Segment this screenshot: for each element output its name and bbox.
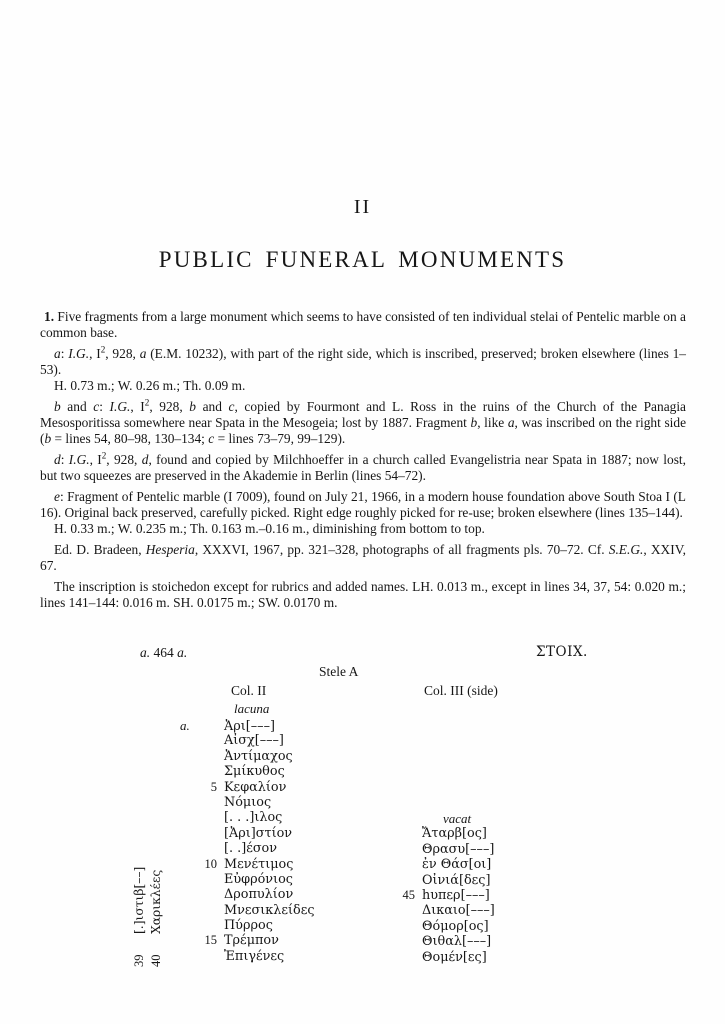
- fragment-marker: a.: [180, 718, 190, 733]
- vacat-label: vacat: [443, 811, 472, 826]
- greek-name: Νόμιος: [224, 794, 272, 810]
- col2-row: [180, 857, 315, 872]
- col2-header: Col. II: [231, 683, 267, 698]
- greek-name: Θρασυ[–––]: [422, 841, 495, 857]
- column-2-names: [180, 718, 315, 964]
- line-number: 45: [402, 887, 415, 902]
- greek-name: [. . .]ιλος: [224, 810, 283, 826]
- greek-name: Μενέτιμος: [224, 856, 294, 872]
- greek-name: Ἐπιγένες: [224, 948, 285, 964]
- greek-name: Σμίκυθος: [224, 764, 285, 780]
- line-number: 5: [210, 779, 217, 794]
- col3-row: [398, 888, 495, 903]
- col2-row: [180, 841, 315, 856]
- fragment-bc-description: b and c: I.G., $I^2$, 928, b and c, copied by Fourmont and L. Ross in the ruins of the Church of the Panagia Mesosporitissa somewhere near Spata in the Mesogeia; lost by 1887. Fragment b, like a, was inscribed on the right side (b = lines 54, 80–98, 130–134; c = lines 73–79, 99–129).: [40, 397, 687, 446]
- greek-name: [Ἀρι]στίον: [224, 825, 293, 841]
- col2-row: [180, 933, 315, 948]
- greek-name: Θιθαλ[–––]: [422, 934, 492, 950]
- col3-row: [398, 857, 495, 872]
- fragment-d-description: d: I.G., $I^2$, 928, d, found and copied by Milchhoeffer in a church called Evangelistria near Spata in 1887; now lost, but two squeezes are preserved in the Akademie in Berlin (lines 54–72).: [40, 450, 687, 483]
- edition-reference: Ed. D. Bradeen, Hesperia, XXXVI, 1967, pp. 321–328, photographs of all fragments pls. 70–72. Cf. S.E.G., XXIV, 67.: [40, 542, 686, 573]
- col3-row: [398, 950, 495, 965]
- greek-name: Κεφαλίον: [224, 779, 287, 795]
- body-text: [40, 309, 686, 611]
- col2-row: [180, 918, 315, 933]
- marginal-name-39: [.]ιστιβ[––]: [132, 866, 146, 934]
- page-title: PUBLIC FUNERAL MONUMENTS: [158, 247, 567, 272]
- greek-name: Ἀντίμαχος: [224, 748, 293, 764]
- greek-name: Πύρρος: [224, 918, 273, 934]
- greek-name: Εὐφρόνιος: [224, 871, 293, 887]
- greek-name: Θομέν[ες]: [422, 949, 487, 965]
- line-number: 15: [204, 933, 217, 948]
- fragment-a-description: a: I.G., $I^2$, 928, a (E.M. 10232), with part of the right side, which is inscribed, preserved; broken elsewhere (lines 1–53).: [40, 344, 687, 377]
- col2-row: [180, 887, 315, 902]
- col3-row: [398, 826, 495, 841]
- greek-name: Τρέμπον: [224, 933, 279, 949]
- marginal-line-number-40: 40: [149, 954, 163, 967]
- col2-row: [180, 749, 315, 764]
- line-number: 10: [204, 856, 217, 871]
- col3-row: [398, 811, 495, 826]
- col2-row: [180, 780, 315, 795]
- stele-heading: Stele A: [319, 664, 359, 679]
- fragment-a-dimensions: H. 0.73 m.; W. 0.26 m.; Th. 0.09 m.: [54, 378, 246, 393]
- intro-paragraph: 1. Five fragments from a large monument which seems to have consisted of ten individual stelai of Pentelic marble on a common base.: [40, 309, 686, 340]
- col3-row: [398, 903, 495, 918]
- marginal-name-40: Χαρικλέες: [149, 869, 163, 934]
- col2-row: [180, 795, 315, 810]
- fragment-e-description: e: Fragment of Pentelic marble (I 7009), found on July 21, 1966, in a modern house foundation above South Stoa I (L 16). Original back preserved, carefully picked. Right edge roughly picked for re-use; broken elsewhere (lines 135–144).: [40, 489, 686, 520]
- col2-row: [180, 810, 315, 825]
- fragment-e-dimensions: H. 0.33 m.; W. 0.235 m.; Th. 0.163 m.–0.16 m., diminishing from bottom to top.: [54, 521, 485, 536]
- col3-row: [398, 919, 495, 934]
- greek-name: Ἄταρβ[ος]: [422, 826, 487, 842]
- date-label: a. 464 a.: [140, 645, 188, 660]
- greek-name: Οἰνιά[δες]: [422, 872, 491, 888]
- greek-name: Δροπυλίον: [224, 887, 294, 903]
- greek-name: Θόμορ[ος]: [422, 918, 489, 934]
- inscription-notes: The inscription is stoichedon except for rubrics and added names. LH. 0.013 m., except in lines 34, 37, 54: 0.020 m.; lines 141–144: 0.016 m. SH. 0.0175 m.; SW. 0.0170 m.: [40, 579, 686, 610]
- marginal-line-number-39: 39: [132, 954, 146, 967]
- chapter-number: II: [353, 196, 372, 218]
- greek-name: hυπερ[–––]: [422, 887, 490, 903]
- col2-row: [180, 872, 315, 887]
- col3-row: [398, 934, 495, 949]
- col3-row: [398, 842, 495, 857]
- col3-row: [398, 873, 495, 888]
- greek-name: Μνεσικλείδες: [224, 902, 315, 918]
- lacuna-label: lacuna: [234, 701, 270, 716]
- col2-row: [180, 764, 315, 779]
- column-3-names: [398, 811, 495, 965]
- greek-name: [. .]έσον: [224, 841, 278, 857]
- greek-name: Ἀρι[–––]: [224, 719, 275, 734]
- col2-row: [180, 826, 315, 841]
- greek-name: ἐν Θάσ[οι]: [422, 857, 492, 873]
- greek-name: Αἰσχ[–––]: [224, 733, 284, 749]
- col2-row: [180, 949, 315, 964]
- col2-row: [180, 903, 315, 918]
- col3-header: Col. III (side): [424, 683, 498, 698]
- greek-name: Δικαιο[–––]: [422, 903, 495, 919]
- col2-row: [180, 733, 315, 748]
- stoichedon-label: ΣΤΟΙΧ.: [536, 644, 588, 660]
- col2-row: [180, 718, 315, 733]
